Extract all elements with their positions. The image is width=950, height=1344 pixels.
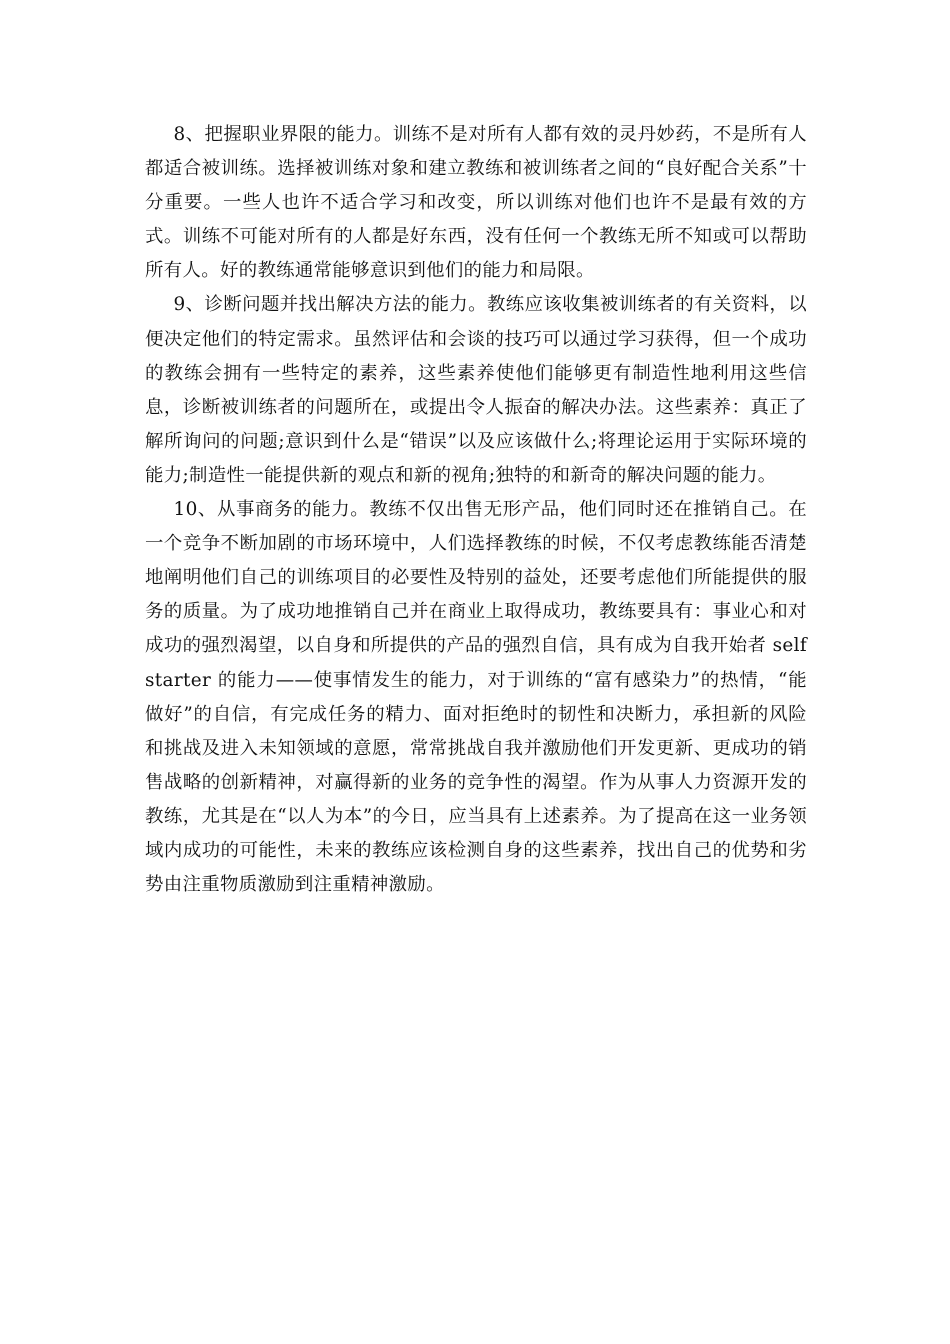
document-body [145,118,807,902]
paragraph-item-8: 8、把握职业界限的能力。训练不是对所有人都有效的灵丹妙药，不是所有人都适合被训练。选择被训练对象和建立教练和被训练者之间的“良好配合关系”十分重要。一些人也许不适合学习和改变，所以训练对他们也许不是最有效的方式。训练不可能对所有的人都是好东西，没有任何一个教练无所不知或可以帮助所有人。好的教练通常能够意识到他们的能力和局限。 [145,124,807,282]
paragraph-item-9: 9、诊断问题并找出解决方法的能力。教练应该收集被训练者的有关资料，以便决定他们的特定需求。虽然评估和会谈的技巧可以通过学习获得，但一个成功的教练会拥有一些特定的素养，这些素养使他们能够更有制造性地利用这些信息，诊断被训练者的问题所在，或提出令人振奋的解决办法。这些素养：真正了解所询问的问题;意识到什么是“错误”以及应该做什么;将理论运用于实际环境的能力;制造性一能提供新的观点和新的视角;独特的和新奇的解决问题的能力。 [145,294,807,486]
paragraph-item-10: 10、从事商务的能力。教练不仅出售无形产品，他们同时还在推销自己。在一个竞争不断加剧的市场环境中，人们选择教练的时候，不仅考虑教练能否清楚地阐明他们自己的训练项目的必要性及特别的益处，还要考虑他们所能提供的服务的质量。为了成功地推销自己并在商业上取得成功，教练要具有：事业心和对成功的强烈渴望，以自身和所提供的产品的强烈自信，具有成为自我开始者 selfstarter 的能力——使事情发生的能力，对于训练的“富有感染力”的热情，“能做好”的自信，有完成任务的精力、面对拒绝时的韧性和决断力，承担新的风险和挑战及进入未知领域的意愿，常常挑战自我并激励他们开发更新、更成功的销售战略的创新精神，对赢得新的业务的竞争性的渴望。作为从事人力资源开发的教练，尤其是在“以人为本”的今日，应当具有上述素养。为了提高在这一业务领域内成功的可能性，未来的教练应该检测自身的这些素养，找出自己的优势和劣势由注重物质激励到注重精神激励。 [145,499,807,896]
